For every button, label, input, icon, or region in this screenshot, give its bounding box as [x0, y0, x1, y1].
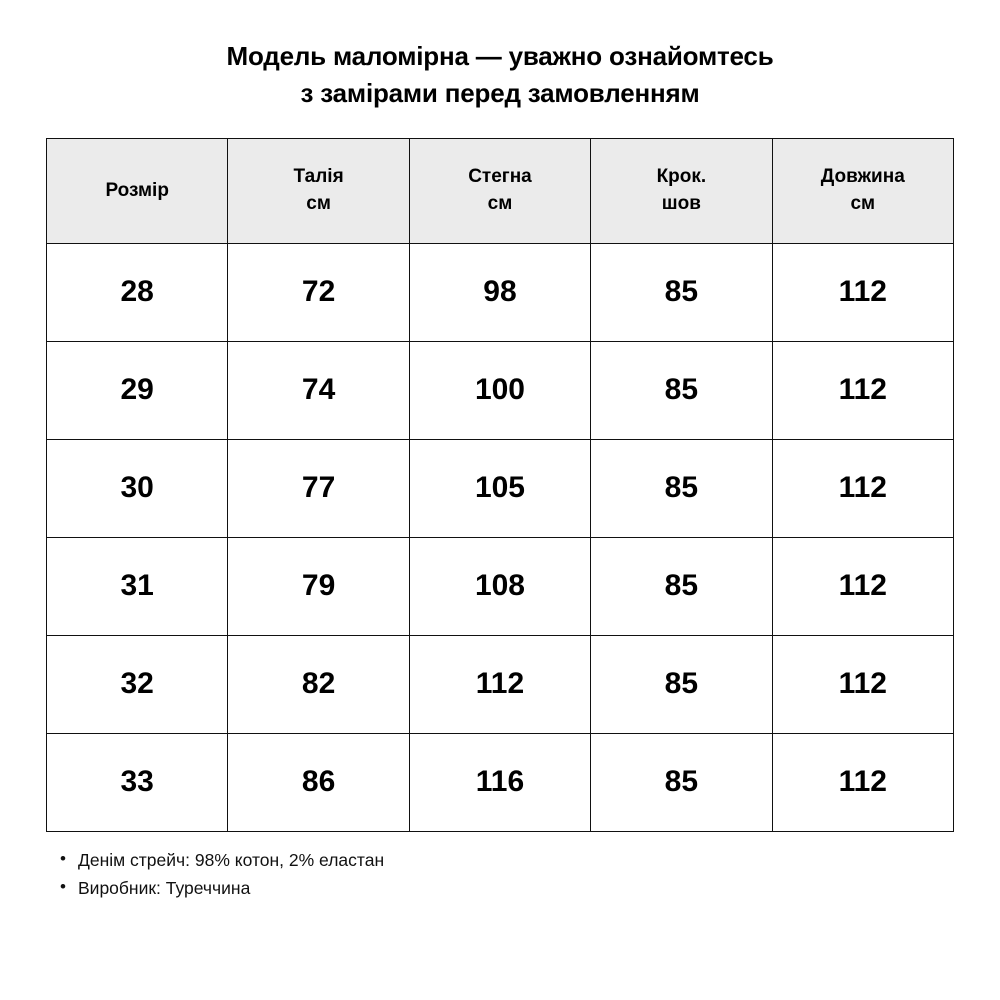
cell-inseam: 85	[591, 243, 772, 341]
cell-waist: 77	[228, 439, 409, 537]
column-header-waist-main: Талія	[293, 166, 344, 188]
cell-waist: 82	[228, 635, 409, 733]
table-row	[47, 439, 954, 537]
notes-list	[58, 846, 954, 903]
column-header-length-sub: см	[850, 192, 876, 214]
column-header-length-main: Довжина	[820, 166, 905, 188]
cell-hips: 105	[409, 439, 590, 537]
cell-waist: 79	[228, 537, 409, 635]
cell-inseam: 85	[591, 635, 772, 733]
cell-waist: 72	[228, 243, 409, 341]
column-header-hips	[409, 138, 590, 243]
cell-size: 31	[47, 537, 228, 635]
cell-hips: 100	[409, 341, 590, 439]
cell-length: 112	[772, 537, 953, 635]
cell-size: 33	[47, 733, 228, 831]
cell-waist: 86	[228, 733, 409, 831]
cell-length: 112	[772, 243, 953, 341]
cell-hips: 112	[409, 635, 590, 733]
size-table	[46, 138, 954, 832]
page-title-line-2: з замірами перед замовленням	[300, 77, 700, 108]
note-material: • Денім стрейч: 98% котон, 2% еластан	[58, 846, 954, 874]
table-row	[47, 635, 954, 733]
cell-size: 30	[47, 439, 228, 537]
table-row	[47, 537, 954, 635]
cell-inseam: 85	[591, 341, 772, 439]
size-table-head	[47, 138, 954, 243]
cell-length: 112	[772, 733, 953, 831]
cell-hips: 108	[409, 537, 590, 635]
cell-waist: 74	[228, 341, 409, 439]
column-header-hips-sub: см	[487, 192, 513, 214]
cell-size: 28	[47, 243, 228, 341]
cell-size: 29	[47, 341, 228, 439]
cell-inseam: 85	[591, 439, 772, 537]
column-header-size	[47, 138, 228, 243]
cell-length: 112	[772, 439, 953, 537]
column-header-length	[772, 138, 953, 243]
column-header-size-main: Розмір	[105, 179, 169, 201]
cell-inseam: 85	[591, 733, 772, 831]
cell-size: 32	[47, 635, 228, 733]
size-table-body	[47, 243, 954, 831]
cell-hips: 116	[409, 733, 590, 831]
column-header-hips-main: Стегна	[468, 166, 532, 188]
table-header-row	[47, 138, 954, 243]
note-manufacturer: • Виробник: Туреччина	[58, 874, 954, 902]
cell-length: 112	[772, 341, 953, 439]
column-header-waist	[228, 138, 409, 243]
column-header-inseam-main: Крок.	[656, 166, 707, 188]
table-row	[47, 341, 954, 439]
cell-hips: 98	[409, 243, 590, 341]
page-title	[46, 38, 954, 112]
cell-inseam: 85	[591, 537, 772, 635]
table-row	[47, 243, 954, 341]
cell-length: 112	[772, 635, 953, 733]
table-row	[47, 733, 954, 831]
column-header-inseam-sub: шов	[661, 192, 701, 214]
column-header-waist-sub: см	[306, 192, 331, 214]
page-title-line-1: Модель маломірна — уважно ознайомтесь	[226, 41, 774, 71]
column-header-inseam	[591, 138, 772, 243]
